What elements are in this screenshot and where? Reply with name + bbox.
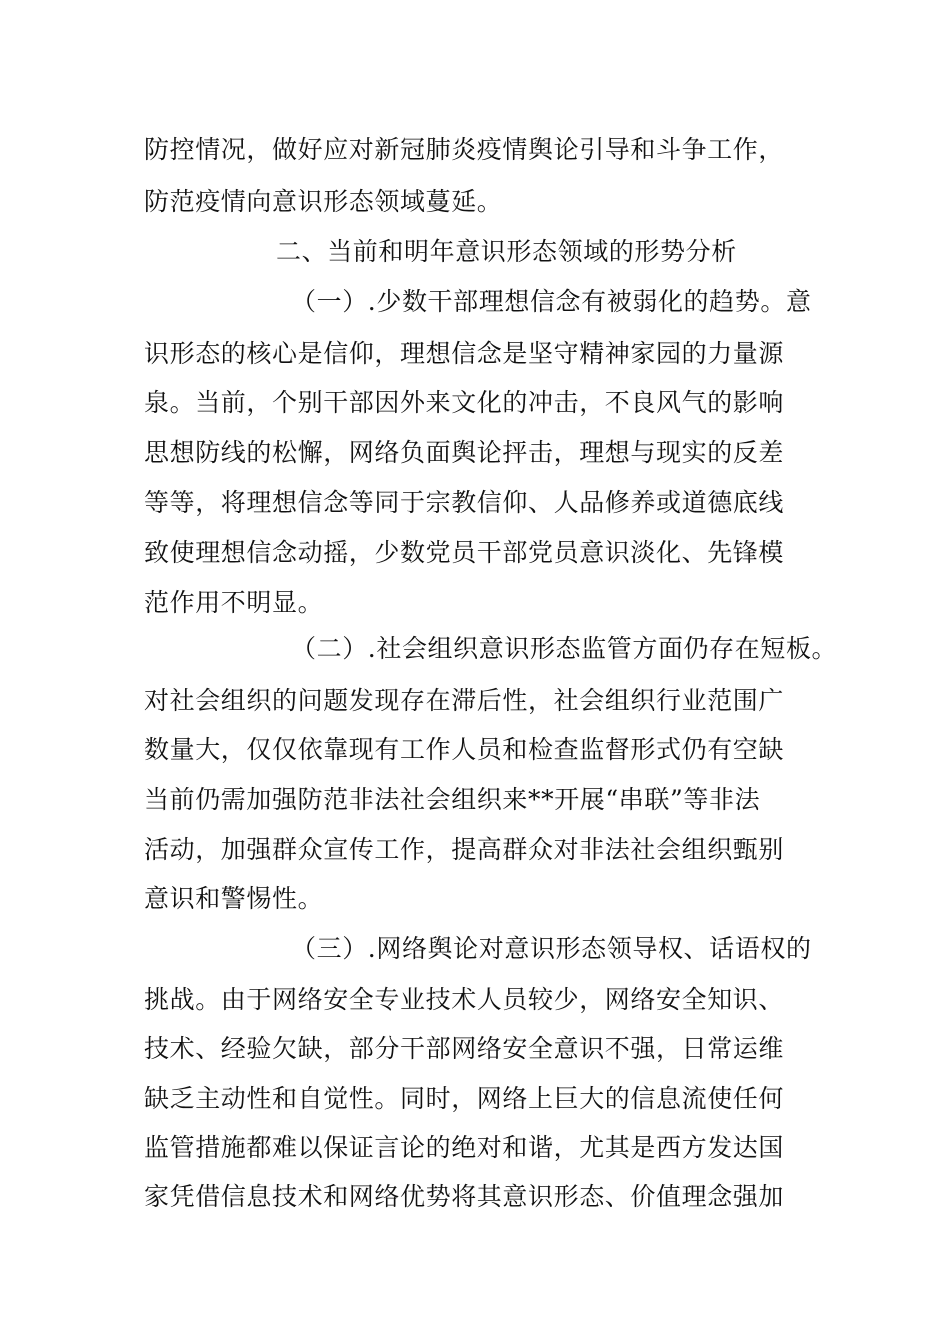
text-line: 缺乏主动性和自觉性。同时，网络上巨大的信息流使任何 [144, 1084, 785, 1113]
text-line: 数量大，仅仅依靠现有工作人员和检查监督形式仍有空缺 [144, 735, 785, 764]
text-line: 对社会组织的问题发现存在滞后性，社会组织行业范围广 [144, 686, 785, 715]
text-line: 思想防线的松懈，网络负面舆论抨击，理想与现实的反差 [144, 438, 785, 467]
text-line: 意识和警惕性。 [144, 884, 324, 913]
text-line: 识形态的核心是信仰，理想信念是坚守精神家园的力量源 [144, 339, 785, 368]
text-line: 等等，将理想信念等同于宗教信仰、人品修养或道德底线 [144, 488, 785, 517]
subsection-heading: （二）.社会组织意识形态监管方面仍存在短板。 [291, 634, 838, 663]
text-line: 当前仍需加强防范非法社会组织来**开展“串联”等非法 [144, 785, 761, 814]
text-line: 家凭借信息技术和网络优势将其意识形态、价值理念强加 [144, 1182, 785, 1211]
section-heading: 二、当前和明年意识形态领域的形势分析 [276, 237, 737, 266]
text-line: 泉。当前，个别干部因外来文化的冲击，不良风气的影响 [144, 388, 785, 417]
subsection-heading: （一）.少数干部理想信念有被弱化的趋势。意 [291, 287, 812, 316]
text-line: 致使理想信念动摇，少数党员干部党员意识淡化、先锋模 [144, 538, 785, 567]
text-line: 活动，加强群众宣传工作，提高群众对非法社会组织甄别 [144, 835, 785, 864]
text-line: 监管措施都难以保证言论的绝对和谐，尤其是西方发达国 [144, 1133, 785, 1162]
text-line: 技术、经验欠缺，部分干部网络安全意识不强，日常运维 [144, 1034, 785, 1063]
text-line: 范作用不明显。 [144, 588, 324, 617]
text-line: 防控情况，做好应对新冠肺炎疫情舆论引导和斗争工作， [144, 135, 785, 164]
subsection-heading: （三）.网络舆论对意识形态领导权、话语权的 [291, 934, 812, 963]
text-line: 防范疫情向意识形态领域蔓延。 [144, 187, 503, 216]
text-line: 挑战。由于网络安全专业技术人员较少，网络安全知识、 [144, 985, 785, 1014]
